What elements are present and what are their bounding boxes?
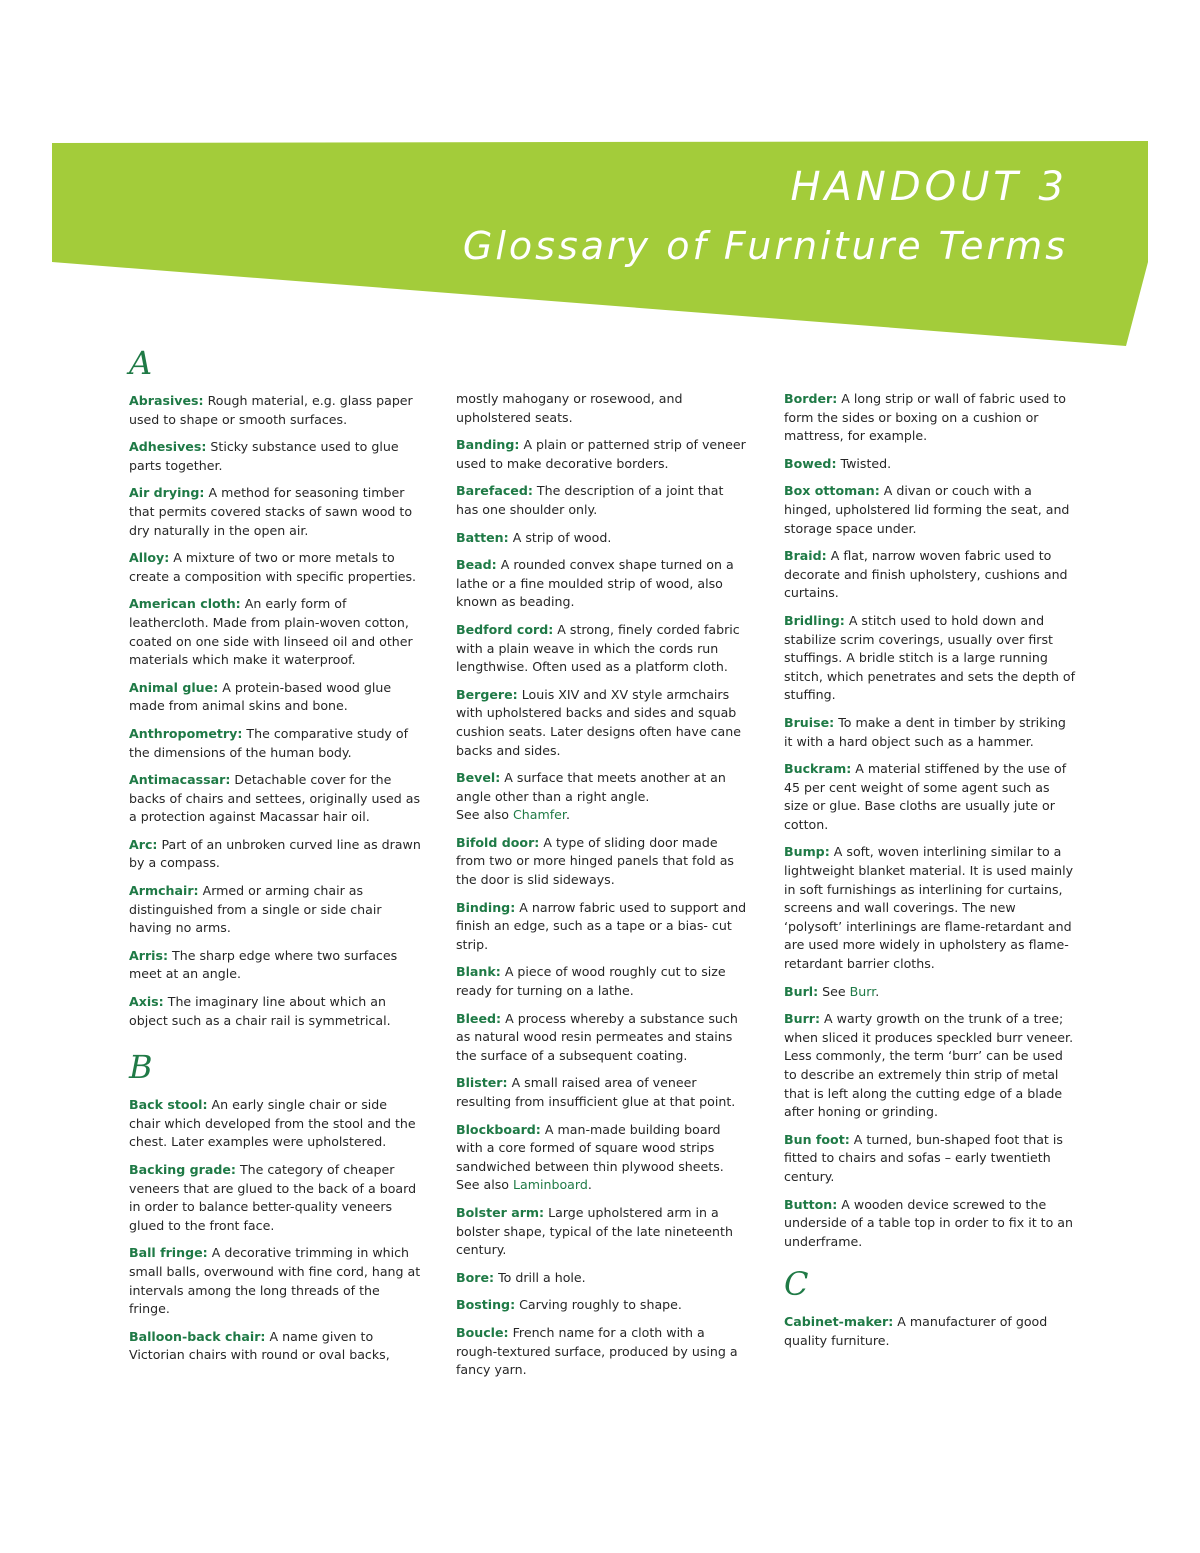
glossary-column-1 — [129, 346, 421, 1374]
glossary-entry — [129, 679, 421, 716]
glossary-term: Arc: — [129, 836, 158, 852]
glossary-definition: A strong, finely corded fabric with a plain weave in which the cords run lengthwise. Often used as a platform cloth. — [456, 621, 740, 675]
glossary-entry — [784, 1010, 1076, 1122]
glossary-entry — [129, 595, 421, 669]
see-also-label: See also — [456, 807, 513, 823]
glossary-definition: A material stiffened by the use of 45 per cent weight of some agent such as size or glue. Base cloths are usually jute or cotton. — [784, 761, 1067, 832]
glossary-term: Bump: — [784, 844, 830, 860]
glossary-term: Bergere: — [456, 686, 518, 702]
glossary-entry — [456, 769, 748, 825]
glossary-definition: Armed or arming chair as distinguished from a single or side chair having no arms. — [129, 883, 382, 936]
glossary-term: Antimacassar: — [129, 772, 231, 788]
glossary-term: Barefaced: — [456, 483, 533, 499]
section-letter-c: C — [784, 1265, 809, 1304]
glossary-entry — [129, 1328, 421, 1365]
glossary-term: Burr: — [784, 1011, 821, 1027]
glossary-term: Bead: — [456, 557, 497, 573]
punctuation: . — [565, 807, 570, 823]
glossary-entry — [129, 882, 421, 938]
glossary-definition: A stitch used to hold down and stabilize scrim coverings, usually over first stuffings. A bridle stitch is a large running stitch, which penetrates and sets the depth of stuffing. — [784, 612, 1076, 703]
glossary-entry — [456, 686, 748, 760]
glossary-term: Bridling: — [784, 612, 845, 628]
cross-reference-link[interactable]: Laminboard — [512, 1177, 588, 1193]
glossary-definition: A plain or patterned strip of veneer used to make decorative borders. — [456, 437, 746, 471]
glossary-entry — [456, 556, 748, 612]
glossary-definition: A long strip or wall of fabric used to form the sides or boxing on a cushion or mattress, for example. — [784, 391, 1066, 444]
glossary-entry — [784, 843, 1076, 973]
glossary-entry — [784, 1196, 1076, 1252]
glossary-definition: A warty growth on the trunk of a tree; when sliced it produces speckled burr veneer. Less commonly, the term ‘burr’ can be used to describe an extremely thin strip of metal that is left along the cutting edge of a blade after honing or grinding. — [784, 1011, 1074, 1120]
see-also — [456, 1176, 748, 1195]
glossary-definition: The imaginary line about which an object such as a chair rail is symmetrical. — [129, 994, 391, 1028]
glossary-term: Axis: — [129, 994, 164, 1010]
glossary-entry — [456, 899, 748, 955]
glossary-term: Anthropometry: — [129, 725, 243, 741]
punctuation: . — [875, 983, 880, 999]
glossary-entry — [456, 834, 748, 890]
glossary-term: Balloon-back chair: — [129, 1328, 266, 1344]
glossary-entry — [456, 482, 748, 519]
glossary-definition: A wooden device screwed to the underside of a table top in order to fix it to an underframe. — [784, 1196, 1073, 1249]
glossary-term: Box ottoman: — [784, 483, 880, 499]
glossary-term: Binding: — [456, 899, 516, 915]
glossary-column-2 — [456, 390, 748, 1389]
glossary-term: Adhesives: — [129, 439, 207, 455]
punctuation: . — [587, 1177, 592, 1193]
glossary-definition: A decorative trimming in which small balls, overwound with fine cord, hang at intervals among the long threads of the fringe. — [129, 1245, 421, 1317]
glossary-definition: The description of a joint that has one shoulder only. — [456, 483, 724, 517]
glossary-entry — [129, 1244, 421, 1318]
glossary-definition: A surface that meets another at an angle other than a right angle. — [456, 770, 726, 804]
glossary-entry — [129, 771, 421, 827]
glossary-term: Bedford cord: — [456, 621, 554, 637]
glossary-term: Border: — [784, 391, 838, 406]
glossary-entry — [784, 714, 1076, 751]
glossary-definition: A narrow fabric used to support and finish an edge, such as a tape or a bias- cut strip. — [456, 899, 747, 952]
glossary-entry — [784, 547, 1076, 603]
glossary-entry — [456, 529, 748, 548]
glossary-term: Buckram: — [784, 761, 852, 777]
glossary-term: American cloth: — [129, 596, 241, 612]
glossary-entry — [456, 390, 748, 427]
glossary-entry — [456, 1204, 748, 1260]
header-banner — [0, 0, 1200, 360]
glossary-entry — [456, 621, 748, 677]
glossary-entry — [456, 1121, 748, 1195]
glossary-definition: A name given to Victorian chairs with round or oval backs, — [129, 1328, 390, 1363]
glossary-entry — [129, 1096, 421, 1152]
glossary-definition: A flat, narrow woven fabric used to decorate and finish upholstery, cushions and curtains. — [784, 548, 1068, 601]
glossary-term: Blank: — [456, 964, 501, 980]
glossary-definition: An early form of leathercloth. Made from plain-woven cotton, coated on one side with linseed oil and other materials which make it waterproof. — [129, 596, 413, 668]
glossary-definition: A method for seasoning timber that permits covered stacks of sawn wood to dry naturally in the open air. — [129, 485, 413, 538]
glossary-term: Backing grade: — [129, 1162, 236, 1177]
glossary-term: Bruise: — [784, 714, 835, 730]
glossary-term: Bun foot: — [784, 1131, 850, 1147]
cross-reference-link[interactable]: Chamfer — [512, 807, 566, 823]
glossary-definition: Louis XIV and XV style armchairs with upholstered backs and sides and squab cushion seats. Later designs often have cane backs and sides. — [456, 686, 741, 758]
glossary-term: Boucle: — [456, 1324, 509, 1340]
handout-number: HANDOUT 3 — [790, 164, 1068, 210]
glossary-entry — [784, 455, 1076, 474]
glossary-entry — [784, 390, 1076, 446]
glossary-definition: A mixture of two or more metals to create a composition with specific properties. — [129, 550, 417, 584]
glossary-entry — [129, 438, 421, 475]
glossary-definition: Large upholstered arm in a bolster shape, typical of the late nineteenth century. — [456, 1204, 733, 1258]
glossary-entry — [456, 436, 748, 473]
cross-reference-link[interactable]: Burr — [849, 983, 876, 999]
glossary-definition: Rough material, e.g. glass paper used to shape or smooth surfaces. — [129, 393, 413, 427]
glossary-term: Bevel: — [456, 770, 501, 786]
glossary-definition: A piece of wood roughly cut to size ready for turning on a lathe. — [456, 964, 726, 999]
glossary-term: Bore: — [456, 1269, 495, 1285]
glossary-term: Braid: — [784, 548, 827, 564]
glossary-entry — [784, 612, 1076, 705]
glossary-term: Bosting: — [456, 1297, 516, 1313]
glossary-definition: A manufacturer of good quality furniture. — [784, 1314, 1048, 1348]
glossary-term: Armchair: — [129, 883, 199, 899]
see-also — [456, 806, 748, 825]
glossary-definition: To make a dent in timber by striking it with a hard object such as a hammer. — [784, 714, 1066, 749]
glossary-definition: An early single chair or side chair which developed from the stool and the chest. Later examples were upholstered. — [129, 1097, 416, 1150]
see-also-label: See also — [456, 1177, 513, 1193]
glossary-entry — [456, 1010, 748, 1066]
glossary-definition: The comparative study of the dimensions of the human body. — [129, 725, 409, 760]
glossary-term: Animal glue: — [129, 679, 219, 695]
glossary-definition: A small raised area of veneer resulting from insufficient glue at that point. — [456, 1075, 736, 1109]
glossary-definition: The category of cheaper veneers that are glued to the back of a board in order to balance better-quality veneers glued to the front face. — [129, 1162, 417, 1233]
glossary-definition: A strip of wood. — [512, 529, 612, 545]
glossary-term: Bleed: — [456, 1010, 502, 1026]
glossary-entry — [129, 836, 421, 873]
glossary-entry — [456, 1269, 748, 1288]
section-letter-a: A — [129, 344, 153, 382]
glossary-definition: mostly mahogany or rosewood, and upholstered seats. — [456, 391, 683, 425]
glossary-definition: The sharp edge where two surfaces meet at an angle. — [129, 947, 398, 982]
glossary-term: Cabinet-maker: — [784, 1314, 894, 1330]
glossary-entry — [129, 1161, 421, 1235]
section-letter-b: B — [129, 1048, 153, 1087]
glossary-entry — [129, 549, 421, 586]
glossary-term: Arris: — [129, 947, 169, 963]
glossary-term: Alloy: — [129, 550, 170, 566]
glossary-definition: A type of sliding door made from two or more hinged panels that fold as the door is slid sideways. — [456, 834, 734, 888]
page-title: Glossary of Furniture Terms — [462, 224, 1068, 268]
glossary-definition: A soft, woven interlining similar to a lightweight blanket material. It is used mainly in soft furnishings as interlining for curtains, screens and wall coverings. The new ‘polysoft’ interlinings are flame-retardant and are used more widely in upholstery as flame-retardant barrier cloths. — [784, 844, 1074, 972]
glossary-term: Banding: — [456, 437, 520, 453]
glossary-definition: Twisted. — [840, 455, 892, 471]
glossary-term: Back stool: — [129, 1097, 208, 1113]
glossary-term: Ball fringe: — [129, 1245, 208, 1261]
glossary-entry — [456, 1324, 748, 1380]
glossary-definition: See — [822, 983, 850, 999]
glossary-entry — [129, 725, 421, 762]
glossary-entry — [456, 1296, 748, 1315]
glossary-definition: French name for a cloth with a rough-textured surface, produced by using a fancy yarn. — [456, 1324, 738, 1378]
glossary-term: Abrasives: — [129, 393, 204, 408]
glossary-entry — [784, 983, 1076, 1002]
glossary-term: Blister: — [456, 1075, 508, 1091]
glossary-definition: Detachable cover for the backs of chairs and settees, originally used as a protection against Macassar hair oil. — [129, 772, 421, 825]
glossary-definition: A turned, bun-shaped foot that is fitted to chairs and sofas – early twentieth century. — [784, 1131, 1063, 1184]
glossary-term: Air drying: — [129, 485, 205, 501]
glossary-term: Burl: — [784, 983, 819, 999]
glossary-definition: A divan or couch with a hinged, upholstered lid forming the seat, and storage space under. — [784, 483, 1070, 536]
glossary-column-3 — [784, 390, 1076, 1360]
glossary-entry — [129, 947, 421, 984]
glossary-term: Button: — [784, 1196, 838, 1212]
glossary-entry — [784, 760, 1076, 834]
glossary-definition: A rounded convex shape turned on a lathe or a fine moulded strip of wood, also known as beading. — [456, 557, 734, 610]
glossary-entry — [129, 993, 421, 1030]
glossary-entry — [784, 1131, 1076, 1187]
glossary-term: Bifold door: — [456, 834, 540, 850]
glossary-definition: Sticky substance used to glue parts together. — [129, 439, 399, 473]
glossary-entry — [129, 392, 421, 429]
glossary-entry — [129, 484, 421, 540]
glossary-entry — [784, 482, 1076, 538]
glossary-term: Bowed: — [784, 455, 837, 471]
glossary-definition: Part of an unbroken curved line as drawn by a compass. — [129, 836, 421, 871]
glossary-definition: A process whereby a substance such as natural wood resin permeates and stains the surface of a subsequent coating. — [456, 1010, 738, 1063]
glossary-definition: Carving roughly to shape. — [519, 1297, 682, 1313]
glossary-entry — [456, 963, 748, 1000]
glossary-term: Batten: — [456, 529, 509, 545]
glossary-entry — [456, 1074, 748, 1111]
glossary-definition: A man-made building board with a core formed of square wood strips sandwiched between thin plywood sheets. — [456, 1121, 724, 1174]
glossary-definition: To drill a hole. — [498, 1269, 586, 1285]
glossary-entry — [784, 1313, 1076, 1350]
glossary-term: Bolster arm: — [456, 1204, 545, 1220]
glossary-term: Blockboard: — [456, 1121, 541, 1137]
glossary-definition: A protein-based wood glue made from animal skins and bone. — [129, 679, 392, 714]
